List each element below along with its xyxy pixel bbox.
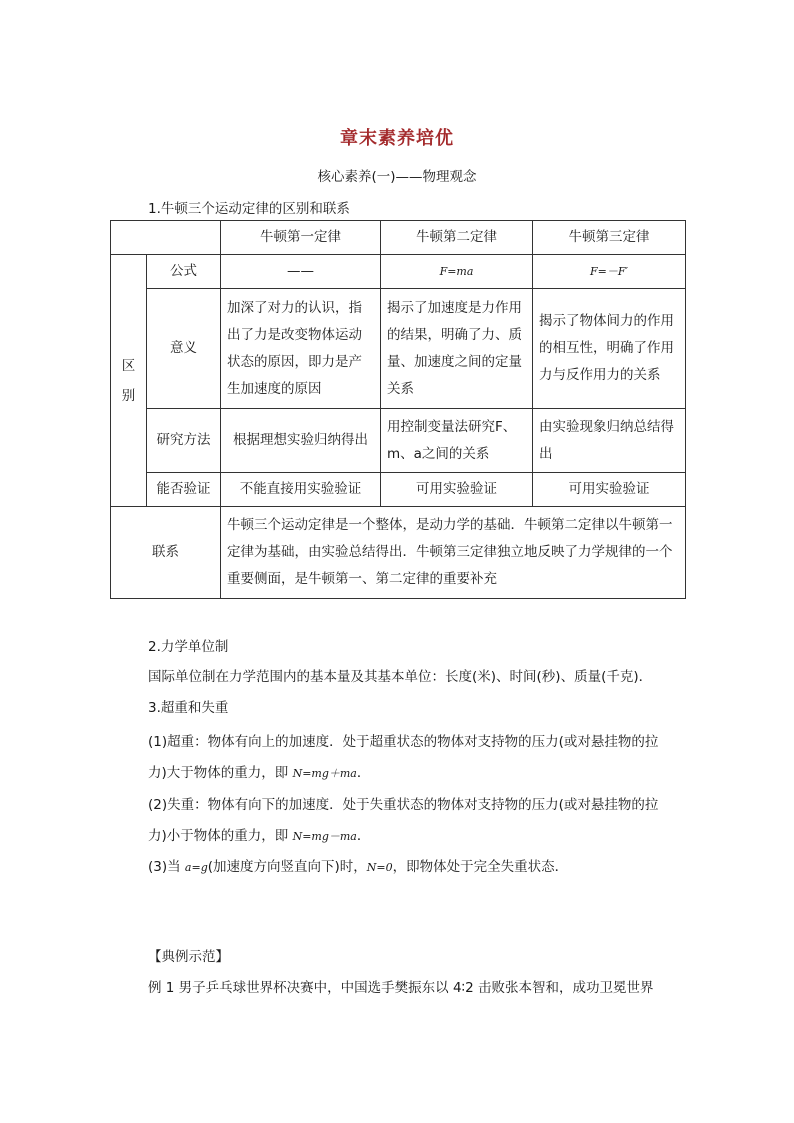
row-label: 研究方法 [147, 409, 221, 473]
formula: N=0 [366, 861, 393, 874]
relation-text: 牛顿三个运动定律是一个整体，是动力学的基础．牛顿第二定律以牛顿第一定律为基础，由实验总结得出．牛顿第三定律独立地反映了力学规律的一个重要侧面，是牛顿第一、第二定律的重要补充 [221, 507, 686, 599]
row-label: 公式 [147, 255, 221, 289]
table-cell-formula: F=ma [381, 255, 533, 289]
paragraph-complete-weightless: (3)当 a=g(加速度方向竖直向下)时，N=0，即物体处于完全失重状态． [148, 859, 569, 875]
section3-heading: 3.超重和失重 [148, 700, 229, 716]
page-subtitle: 核心素养(一)——物理观念 [317, 169, 477, 185]
table-cell: 揭示了物体间力的作用的相互性，明确了作用力与反作用力的关系 [533, 289, 686, 409]
table-cell: 揭示了加速度是力作用的结果，明确了力、质量、加速度之间的定量关系 [381, 289, 533, 409]
paragraph-weightless-line2: 力)小于物体的重力，即 N=mg－ma． [148, 828, 371, 844]
table-row [111, 507, 686, 599]
table-header: 牛顿第三定律 [533, 221, 686, 255]
paragraph-weightless-line1: (2)失重：物体有向下的加速度．处于失重状态的物体对支持物的压力(或对悬挂物的拉 [148, 797, 659, 813]
table-cell: 由实验现象归纳总结得出 [533, 409, 686, 473]
page-title: 章末素养培优 [340, 128, 454, 149]
example-heading: 【典例示范】 [148, 949, 229, 965]
table-cell: 用控制变量法研究F、m、a之间的关系 [381, 409, 533, 473]
table-cell: 不能直接用实验验证 [221, 473, 381, 507]
paragraph-overweight-line1: (1)超重：物体有向上的加速度．处于超重状态的物体对支持物的压力(或对悬挂物的拉 [148, 734, 659, 750]
table-row [111, 289, 686, 409]
table-cell: 可用实验验证 [533, 473, 686, 507]
group-label-difference: 区 别 [111, 255, 147, 507]
table-cell: 加深了对力的认识，指出了力是改变物体运动状态的原因，即力是产生加速度的原因 [221, 289, 381, 409]
example-text: 例 1 男子乒乓球世界杯决赛中，中国选手樊振东以 4∶2 击败张本智和，成功卫冕世界 [148, 980, 654, 996]
table-header-row [111, 221, 686, 255]
table-row [111, 409, 686, 473]
table-row [111, 255, 686, 289]
row-label: 意义 [147, 289, 221, 409]
newton-laws-table [110, 220, 686, 599]
table-cell: —— [221, 255, 381, 289]
table-corner-cell [111, 221, 221, 255]
section1-heading: 1.牛顿三个运动定律的区别和联系 [148, 201, 350, 217]
table-cell: 可用实验验证 [381, 473, 533, 507]
table-cell: 根据理想实验归纳得出 [221, 409, 381, 473]
table-header: 牛顿第一定律 [221, 221, 381, 255]
table-cell-formula: F=－F′ [533, 255, 686, 289]
table-row [111, 473, 686, 507]
formula: N=mg＋ma [292, 767, 357, 780]
row-label: 联系 [111, 507, 221, 599]
section2-text: 国际单位制在力学范围内的基本量及其基本单位：长度(米)、时间(秒)、质量(千克)． [148, 669, 653, 685]
formula: a=g [184, 861, 208, 874]
table-header: 牛顿第二定律 [381, 221, 533, 255]
row-label: 能否验证 [147, 473, 221, 507]
section2-heading: 2.力学单位制 [148, 639, 229, 655]
formula: N=mg－ma [292, 830, 357, 843]
paragraph-overweight-line2: 力)大于物体的重力，即 N=mg＋ma． [148, 765, 371, 781]
